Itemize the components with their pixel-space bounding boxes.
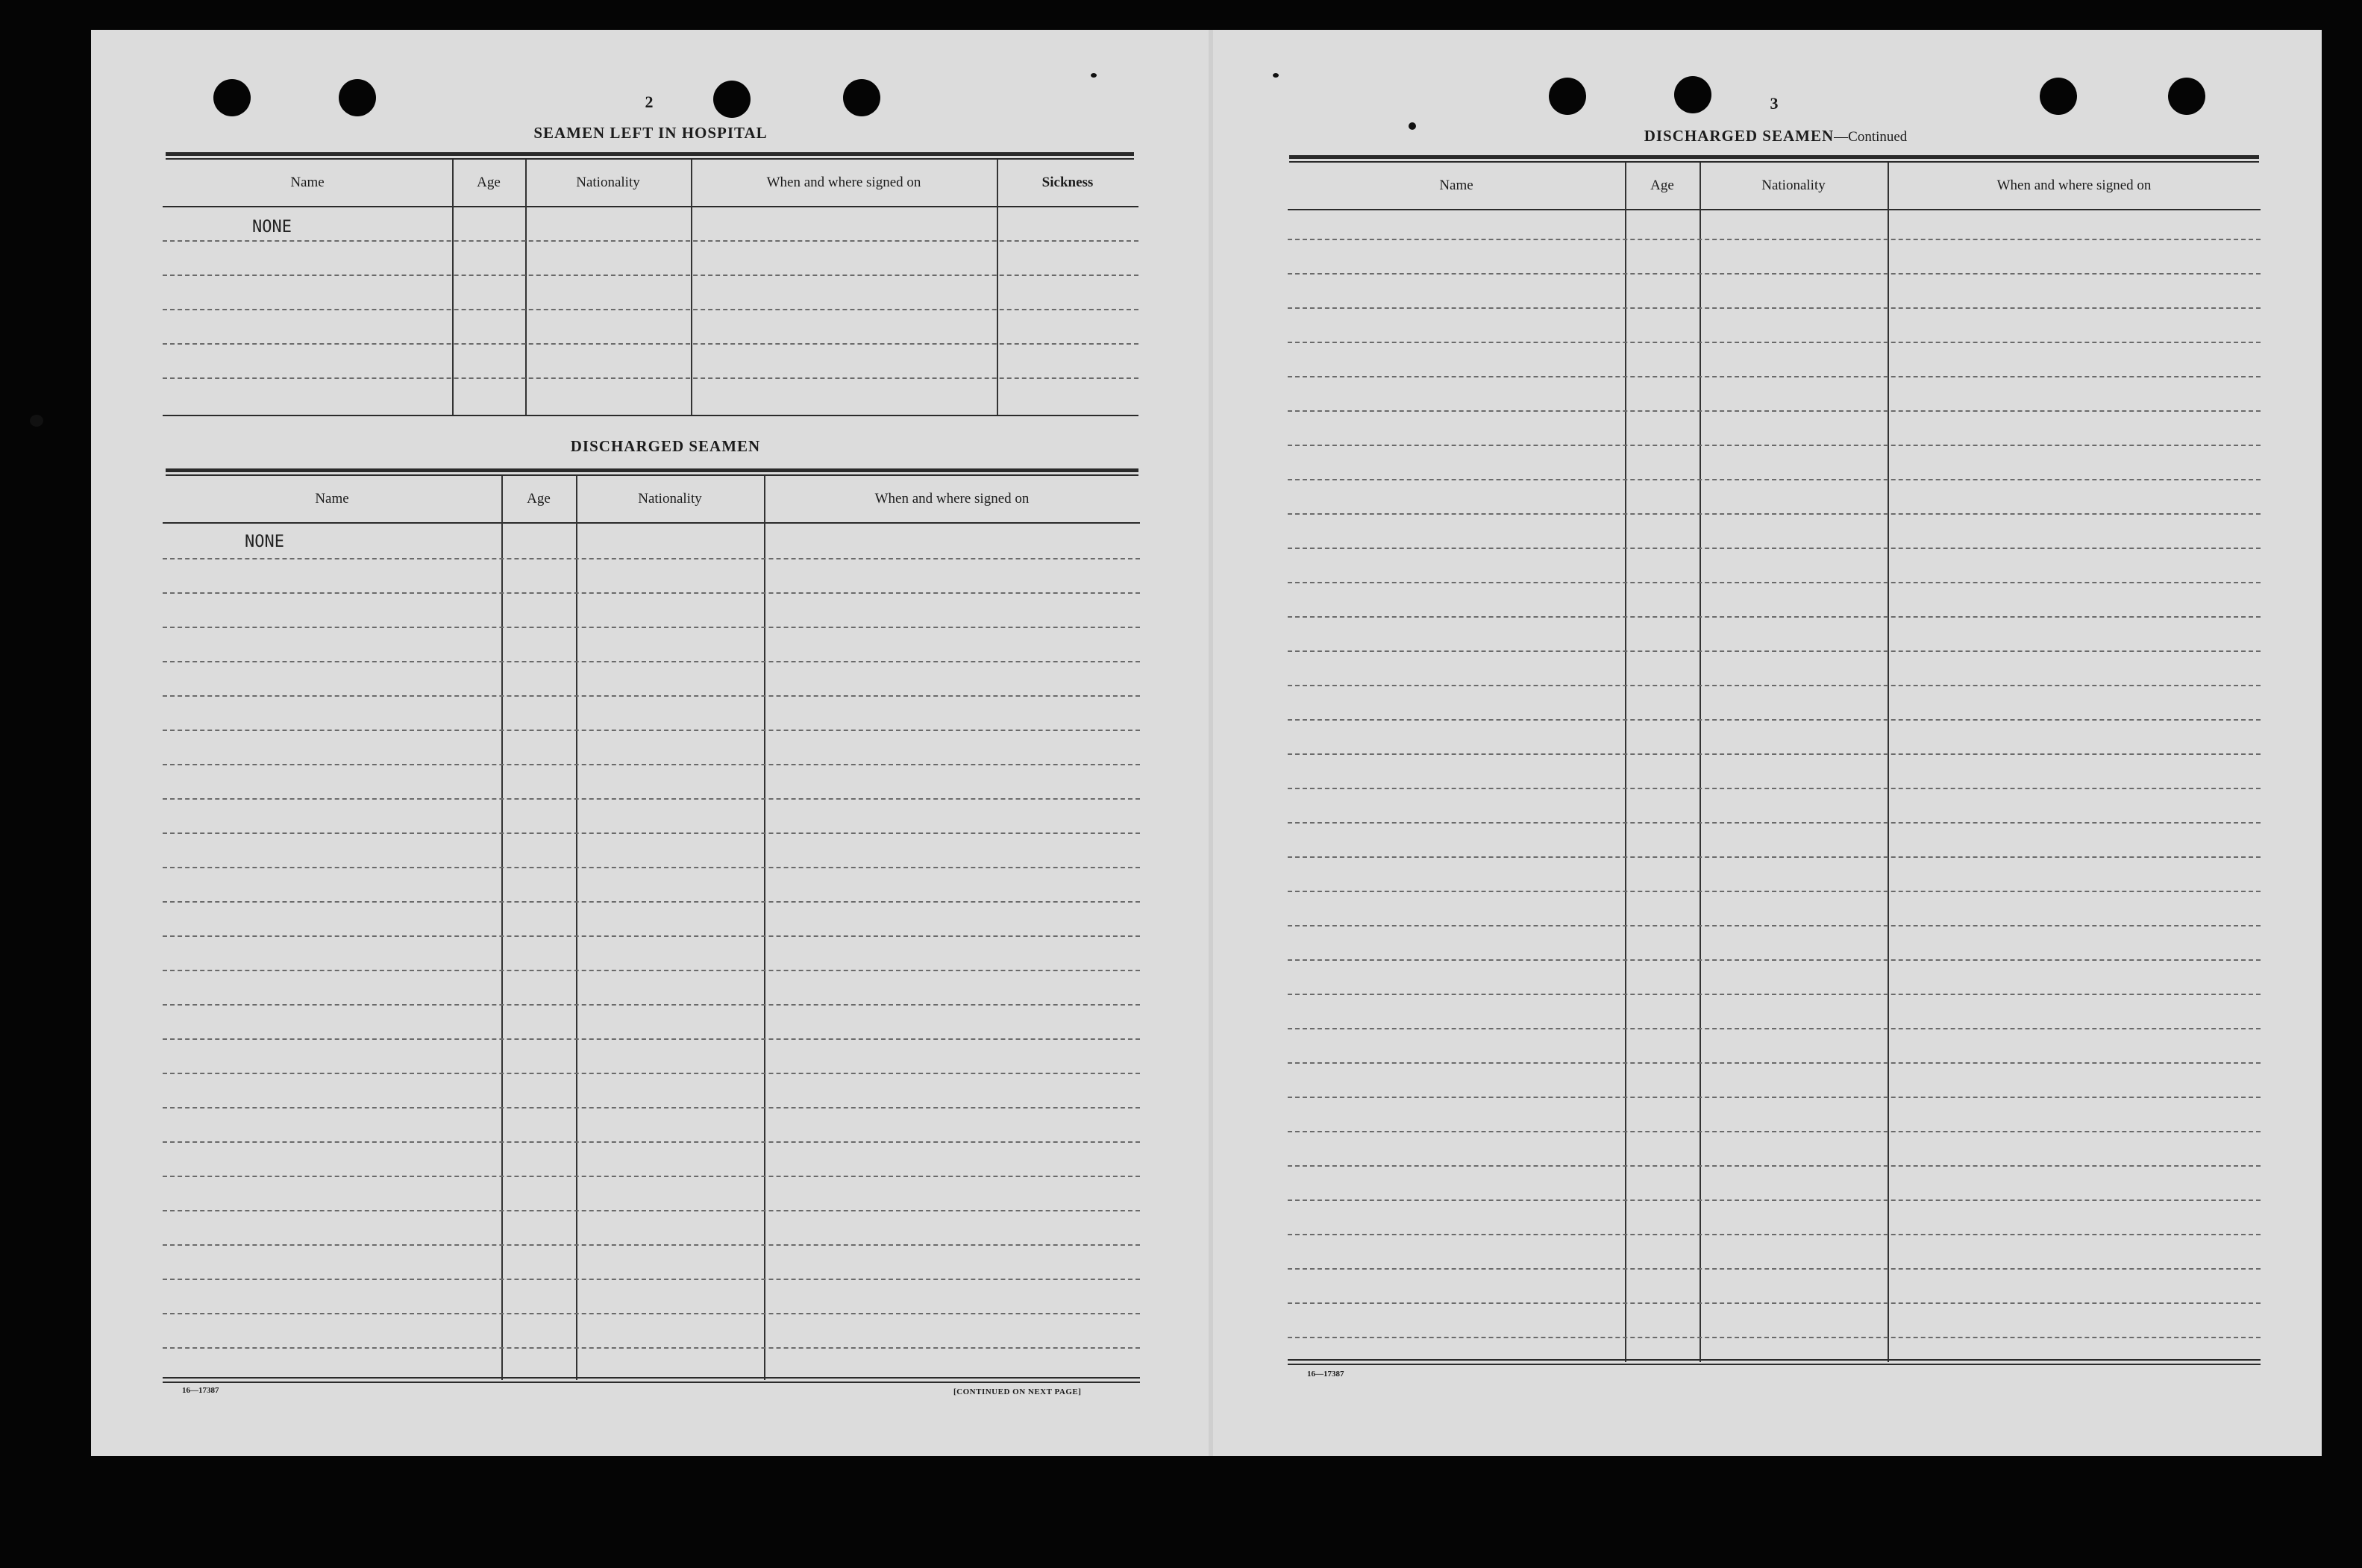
row-line [1288,239,2261,240]
column-header-nationality: Nationality [576,175,640,190]
page-fold [1209,30,1213,1456]
row-line [163,661,1140,662]
row-line [163,1107,1140,1108]
form-number: 16—17387 [1307,1370,1344,1379]
row-line [1288,342,2261,343]
row-line [1288,479,2261,480]
column-header-name: Name [1439,178,1473,193]
rule [163,415,1138,416]
speck [1409,122,1416,130]
row-line [163,240,1138,242]
row-line [1288,925,2261,926]
row-line [163,1210,1140,1211]
row-line [1288,822,2261,824]
continued-note: [CONTINUED ON NEXT PAGE] [953,1387,1082,1396]
hospital-section-title: SEAMEN LEFT IN HOSPITAL [533,124,768,142]
row-line [163,935,1140,937]
row-line [1288,1337,2261,1338]
rule [166,152,1134,156]
column-header-age: Age [527,491,551,507]
row-line [1288,376,2261,377]
speck [1091,73,1097,78]
column-header-signed-on: When and where signed on [874,491,1030,507]
header-rule [1288,209,2261,210]
title-text: DISCHARGED SEAMEN [1644,127,1835,145]
discharged-section-title: DISCHARGED SEAMEN [570,437,761,455]
row-line [163,1244,1140,1246]
row-line [163,377,1138,379]
punch-hole [843,79,880,116]
page-number: 2 [645,92,654,111]
rule [1289,155,2259,159]
column-header-age: Age [1650,178,1674,193]
page-number: 3 [1770,94,1779,113]
row-line [1288,719,2261,721]
row-line [1288,788,2261,789]
column-header-signed-on: When and where signed on [766,175,921,190]
row-line [1288,1062,2261,1064]
column-header-name: Name [290,175,325,190]
row-line [163,343,1138,345]
form-number: 16—17387 [182,1386,219,1395]
row-line [163,1141,1140,1143]
row-line [163,730,1140,731]
speck [1273,73,1279,78]
row-line [1288,582,2261,583]
punch-hole [339,79,376,116]
punch-hole [213,79,251,116]
punch-hole [713,81,751,118]
row-line [163,798,1140,800]
hospital-entry: NONE [252,218,292,236]
column-header-sickness: Sickness [1041,175,1094,190]
row-line [1288,1199,2261,1201]
row-line [1288,650,2261,652]
row-line [163,558,1140,559]
row-line [163,970,1140,971]
punch-hole [1674,76,1711,113]
discharged-table [163,476,1140,1383]
row-line [1288,1028,2261,1029]
title-suffix: —Continued [1834,129,1908,145]
row-line [1288,1165,2261,1167]
row-line [1288,273,2261,275]
row-line [1288,445,2261,446]
punch-hole [1549,78,1586,115]
row-line [163,1313,1140,1314]
hospital-table [163,160,1138,418]
row-line [163,275,1138,276]
row-line [163,1347,1140,1349]
column-header-signed-on: When and where signed on [1996,178,2152,193]
row-line [1288,616,2261,618]
row-line [1288,1268,2261,1270]
row-line [1288,1302,2261,1304]
column-header-nationality: Nationality [638,491,702,507]
row-line [163,867,1140,868]
header-rule [163,206,1138,207]
row-line [1288,753,2261,755]
discharged-continued-table [1288,163,2261,1365]
row-line [1288,1131,2261,1132]
row-line [1288,410,2261,412]
row-line [1288,1234,2261,1235]
rule [163,1377,1140,1379]
rule [163,1382,1140,1383]
column-header-name: Name [315,491,349,507]
row-line [163,1176,1140,1177]
row-line [1288,548,2261,549]
rule [1288,1364,2261,1365]
row-line [163,1073,1140,1074]
row-line [163,1004,1140,1006]
punch-hole [2168,78,2205,115]
speck [30,415,43,427]
row-line [1288,856,2261,858]
row-line [163,1038,1140,1040]
row-line [163,901,1140,903]
row-line [1288,1097,2261,1098]
row-line [163,1279,1140,1280]
row-line [1288,959,2261,961]
row-line [163,627,1140,628]
row-line [163,832,1140,834]
discharged-entry: NONE [245,533,284,551]
row-line [1288,685,2261,686]
discharged-continued-title [1537,127,2014,145]
row-line [1288,994,2261,995]
column-header-nationality: Nationality [1761,178,1826,193]
rule [1288,1359,2261,1361]
column-header-age: Age [477,175,501,190]
row-line [1288,307,2261,309]
row-line [163,764,1140,765]
row-line [1288,891,2261,892]
row-line [1288,513,2261,515]
row-line [163,695,1140,697]
row-line [163,592,1140,594]
punch-hole [2040,78,2077,115]
header-rule [163,522,1140,524]
rule [166,468,1138,472]
row-line [163,309,1138,310]
